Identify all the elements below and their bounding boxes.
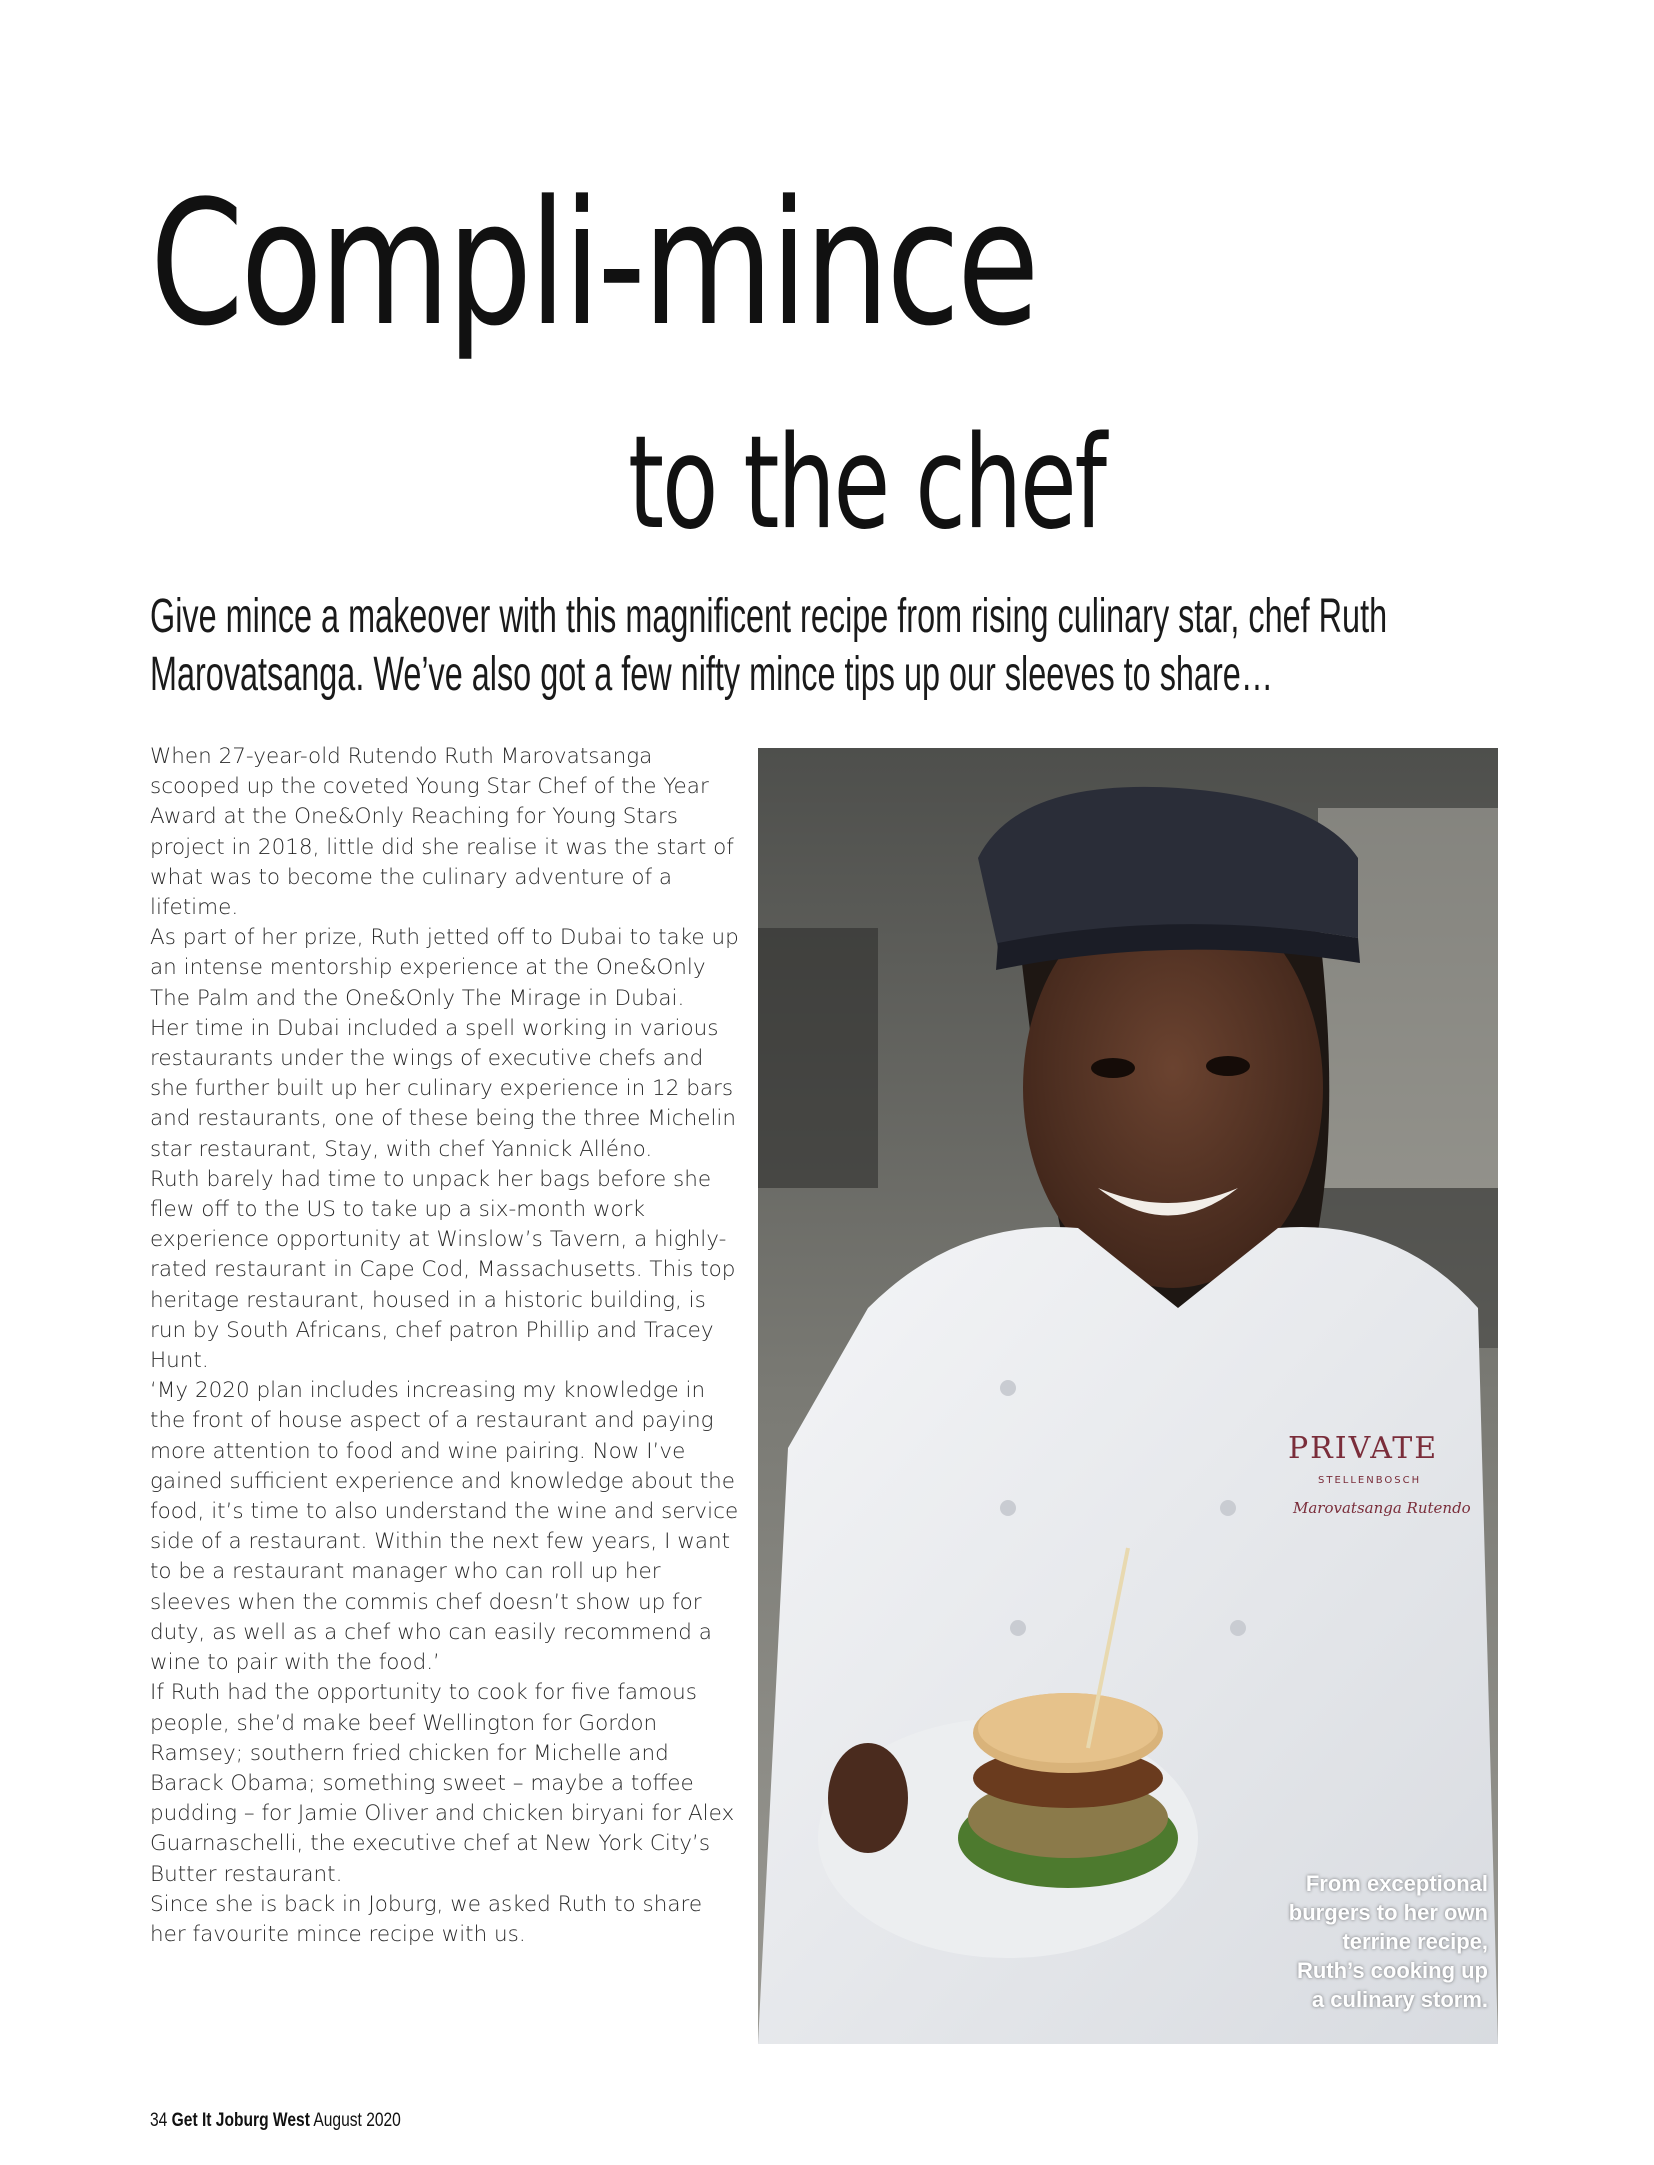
article-paragraph: If Ruth had the opportunity to cook for five famous people, she’d make beef Wellington for Gordon Ramsey; southern fried chicken for Michelle and Barack Obama; something sweet – maybe a toffee pudding – for Jamie Oliver and chicken biryani for Alex Guarnaschelli, the executive chef at New York City’s Butter restaurant.: [150, 1680, 735, 1887]
chef-illustration: [758, 748, 1498, 2044]
article-body: [150, 742, 740, 1950]
headline-main: Compli-mince: [150, 163, 1037, 364]
article-paragraph: Her time in Dubai included a spell working in various restaurants under the wings of executive chefs and she further built up her culinary experience in 12 bars and restaurants, one of these being the three Michelin star restaurant, Stay, with chef Yannick Alléno.: [150, 1015, 737, 1162]
article-paragraph: As part of her prize, Ruth jetted off to Dubai to take up an intense mentorship experience at the One&Only The Palm and the One&Only The Mirage in Dubai.: [150, 925, 739, 1011]
standfirst-line-1: Give mince a makeover with this magnificent recipe from rising culinary star, chef Ruth: [150, 590, 1388, 643]
article-paragraph: When 27-year-old Rutendo Ruth Marovatsanga scooped up the coveted Young Star Chef of the Year Award at the One&Only Reaching for Young Stars project in 2018, little did she realise it was the start of what was to become the culinary adventure of a lifetime.: [150, 744, 734, 921]
standfirst: [150, 588, 1388, 704]
jacket-name: Marovatsanga Rutendo: [1293, 1499, 1471, 1517]
page-footer: [150, 2110, 401, 2132]
article-paragraph: Ruth barely had time to unpack her bags before she flew off to the US to take up a six-month work experience opportunity at Winslow’s Tavern, a highly-rated restaurant in Cape Cod, Massachusetts. This top heritage restaurant, housed in a historic building, is run by South Africans, chef patron Phillip and Tracey Hunt.: [150, 1166, 736, 1374]
photo-caption: From exceptional burgers to her own terrine recipe, Ruth’s cooking up a culinary storm.: [1288, 1871, 1488, 2012]
chef-photo: [758, 748, 1498, 2044]
jacket-location: STELLENBOSCH: [1318, 1475, 1422, 1486]
article-paragraph: ‘My 2020 plan includes increasing my knowledge in the front of house aspect of a restaurant and paying more attention to food and wine pairing. Now I’ve gained sufficient experience and knowledge about the food, it’s time to also understand the wine and service side of a restaurant. Within the next few years, I want to be a restaurant manager who can roll up her sleeves when the commis chef doesn’t show up for duty, as well as a chef who can easily recommend a wine to pair with the food.’: [150, 1378, 739, 1676]
publication-name: Get It Joburg West: [171, 2110, 310, 2131]
issue-date: August 2020: [313, 2110, 401, 2131]
standfirst-line-2: Marovatsanga. We’ve also got a few nifty mince tips up our sleeves to share…: [150, 648, 1274, 701]
page-number: 34: [150, 2110, 168, 2131]
jacket-brand: PRIVATE: [1288, 1431, 1439, 1466]
headline-sub: to the chef: [628, 409, 1105, 558]
article-paragraph: Since she is back in Joburg, we asked Ruth to share her favourite mince recipe with us.: [150, 1891, 703, 1947]
